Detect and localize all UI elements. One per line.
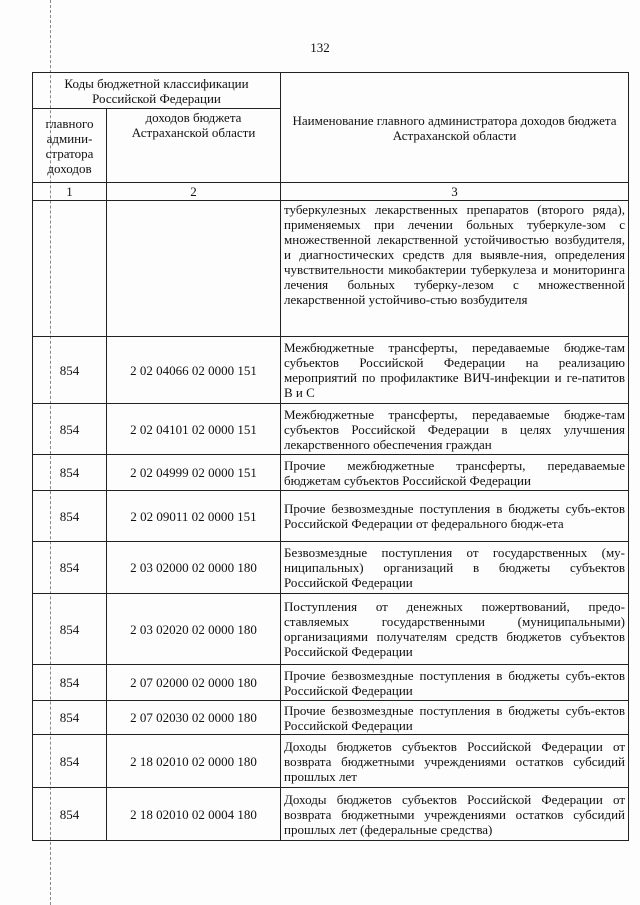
budget-classification-table — [32, 72, 629, 841]
table-row — [33, 788, 629, 841]
income-name-cell: Поступления от денежных пожертвований, предо-ставляемых государственными (муниципальными) организациями получателям средств бюджетов субъектов Российской Федерации — [281, 594, 629, 665]
admin-code-cell: 854 — [33, 455, 107, 491]
table-row — [33, 735, 629, 788]
header-col3-title: Наименование главного администратора доходов бюджета Астраханской области — [281, 73, 629, 183]
admin-code-cell — [33, 201, 107, 337]
header-col1-title: главного админи-стратора доходов — [33, 109, 107, 183]
income-name-cell: Межбюджетные трансферты, передаваемые бюдже-там субъектов Российской Федерации в целях улучшения лекарственного обеспечения граждан — [281, 404, 629, 455]
page-number: 132 — [310, 40, 330, 55]
income-code-cell: 2 03 02000 02 0000 180 — [107, 542, 281, 594]
income-name-cell: Межбюджетные трансферты, передаваемые бюдже-там субъектов Российской Федерации на реализацию мероприятий по профилактике ВИЧ-инфекции и ге-патитов В и С — [281, 337, 629, 404]
table-row — [33, 491, 629, 542]
admin-code-cell: 854 — [33, 665, 107, 701]
table-row — [33, 404, 629, 455]
income-name-cell: Доходы бюджетов субъектов Российской Федерации от возврата бюджетными учреждениями остатков субсидий прошлых лет (федеральные средства) — [281, 788, 629, 841]
admin-code-cell: 854 — [33, 701, 107, 735]
header-col2-title: доходов бюджета Астраханской области — [107, 109, 281, 183]
admin-code-cell: 854 — [33, 594, 107, 665]
income-code-cell: 2 02 04066 02 0000 151 — [107, 337, 281, 404]
admin-code-cell: 854 — [33, 337, 107, 404]
income-name-cell: Прочие безвозмездные поступления в бюджеты субъ-ектов Российской Федерации — [281, 665, 629, 701]
table-row — [33, 542, 629, 594]
table-row — [33, 594, 629, 665]
income-name-cell: Прочие межбюджетные трансферты, передаваемые бюджетам субъектов Российской Федерации — [281, 455, 629, 491]
income-code-cell: 2 02 04999 02 0000 151 — [107, 455, 281, 491]
income-name-cell: Прочие безвозмездные поступления в бюджеты субъ-ектов Российской Федерации — [281, 701, 629, 735]
admin-code-cell: 854 — [33, 491, 107, 542]
income-code-cell: 2 18 02010 02 0000 180 — [107, 735, 281, 788]
table-row — [33, 701, 629, 735]
admin-code-cell: 854 — [33, 735, 107, 788]
col-number-3: 3 — [281, 183, 629, 201]
income-code-cell: 2 18 02010 02 0004 180 — [107, 788, 281, 841]
table-row — [33, 201, 629, 337]
income-name-cell: Прочие безвозмездные поступления в бюджеты субъ-ектов Российской Федерации от федерального бюдж-ета — [281, 491, 629, 542]
col-number-1: 1 — [33, 183, 107, 201]
income-name-cell: туберкулезных лекарственных препаратов (второго ряда), применяемых при лечении больных туберкуле-зом с множественной лекарственной устойчивостью возбудителя, и диагностических средств для выявле-ния, определения чувствительности микобактерии туберкулеза и мониторинга лечения больных туберку-лезом с множественной лекарственной устойчиво-стью возбудителя — [281, 201, 629, 337]
income-code-cell: 2 07 02000 02 0000 180 — [107, 665, 281, 701]
income-code-cell: 2 03 02020 02 0000 180 — [107, 594, 281, 665]
table-row — [33, 665, 629, 701]
income-code-cell: 2 02 09011 02 0000 151 — [107, 491, 281, 542]
table-row — [33, 337, 629, 404]
income-name-cell: Доходы бюджетов субъектов Российской Федерации от возврата бюджетными учреждениями остатков субсидий прошлых лет — [281, 735, 629, 788]
income-code-cell: 2 07 02030 02 0000 180 — [107, 701, 281, 735]
admin-code-cell: 854 — [33, 404, 107, 455]
admin-code-cell: 854 — [33, 788, 107, 841]
table-row — [33, 455, 629, 491]
income-code-cell — [107, 201, 281, 337]
col-number-2: 2 — [107, 183, 281, 201]
income-code-cell: 2 02 04101 02 0000 151 — [107, 404, 281, 455]
header-group-title: Коды бюджетной классификации Российской Федерации — [33, 73, 281, 109]
admin-code-cell: 854 — [33, 542, 107, 594]
income-name-cell: Безвозмездные поступления от государственных (му-ниципальных) организаций в бюджеты субъектов Российской Федерации — [281, 542, 629, 594]
